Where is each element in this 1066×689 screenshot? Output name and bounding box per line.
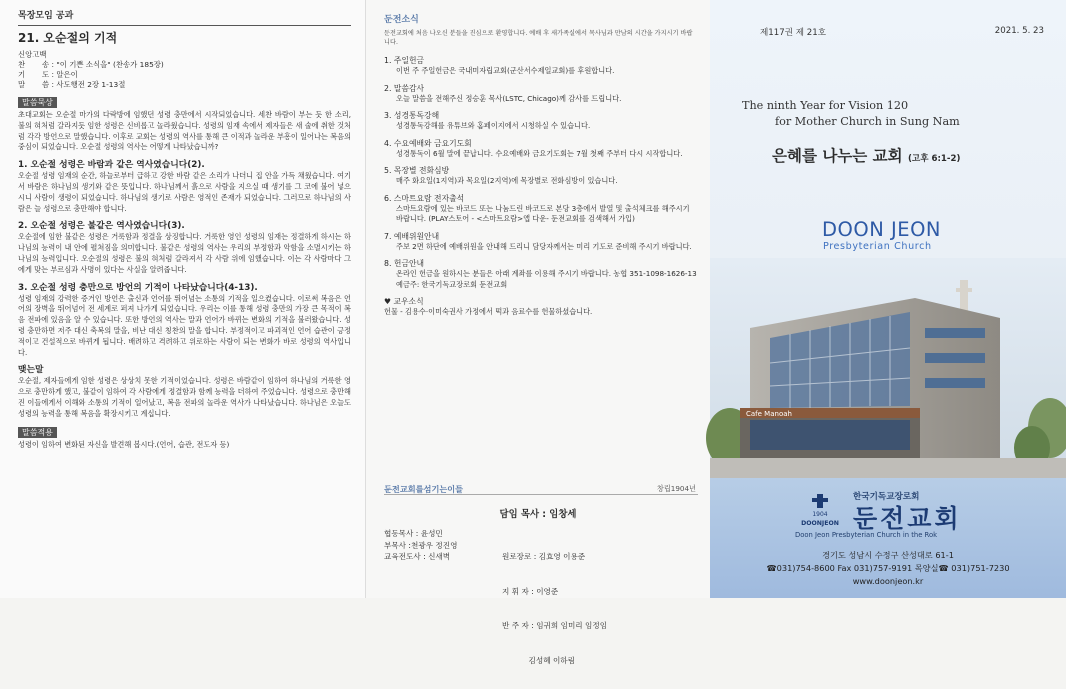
church-name-en: Doon Jeon Presbyterian Church in the Rok: [795, 531, 938, 539]
news-item: 7. 예배위원안내 주보 2면 하단에 예배위원을 안내해 드리니 담당자께서는 미리 기도로 준비해 주시기 바랍니다.: [384, 231, 692, 251]
meta-prayer: 기 도 : 알은이: [18, 70, 78, 79]
servants-heading: 둔전교회를섬기는이들: [384, 484, 464, 494]
news-item: 3. 성경통독강해 성경통독강해를 유튜브와 홈페이지에서 시청하실 수 있습니다.: [384, 111, 591, 130]
church-motto: 은혜를 나누는 교회 (고후 6:1-2): [772, 147, 961, 165]
denomination: 한국기독교장로회: [853, 492, 920, 502]
news-item: 4. 수요예배와 금요기도회 성경통독이 6월 말에 끝납니다. 수요예배와 금요기도회는 7월 첫째 주부터 다시 시작합니다.: [384, 138, 683, 158]
meta-hymn: 찬 송 : "이 기쁜 소식을" (찬송가 185장): [18, 60, 164, 69]
cover-panel: [710, 0, 1066, 598]
point-1-heading: 1. 오순절 성령은 바람과 같은 역사였습니다(2).: [18, 160, 205, 171]
point-1-text: 오순절 성령 임재의 순간, 하늘로부터 급하고 강한 바람 같은 소리가 나더니 집 안을 가득 채웠습니다. 여기서 바람은 하나님의 생기와 같은 뜻입니다. 하나님께서 흙으로 사람을 지으실 때 생기를 그 코에 불어 넣으시니 사람이 생령이 되었습니다. 하나님의 생기로 사람은 영적인 존재가 되었습니다. 그러므로 하나님의 사람은 늘 성령으로 충만해야 합니다.: [18, 171, 351, 213]
staff-list-left: 협동목사 : 윤성민 부목사 :천광우 정진영 교육전도사 : 신새벽: [384, 529, 458, 561]
member-news: ♥ 교우소식 헌물 - 김용수·이미숙권사 가정에서 떡과 음료수를 헌물하셨습니다.: [384, 297, 593, 316]
intro-text: 초대교회는 오순절 마가의 다락방에 임했던 성령 충만에서 시작되었습니다. 세찬 바람이 부는 듯 한 소리, 불의 혀처럼 갈라지듯 임한 성령은 신비롭고 놀라웠습니다. 성령의 임재 속에서 제자들은 새 술에 취한 것처럼 각각 방언으로 말했습니다. 이후로 교회는 성령의 역사를 통해 큰 이적과 놀라운 부흥이 일어나는 복음의 중심이 되었습니다. 오순절 성령의 역사는 어떻게 나타났습니까?: [18, 110, 351, 152]
divider: [18, 25, 351, 26]
news-title: 둔전소식: [384, 15, 419, 25]
volume-number: 제117권 제 21호: [760, 28, 827, 38]
vision-statement: The ninth Year for Vision 120 for Mother Church in Sung Nam: [742, 99, 960, 128]
label-application: 말씀적용: [18, 427, 57, 438]
phone-numbers: ☎031)754-8600 Fax 031)757-9191 목양실☎ 031)751-7230: [766, 563, 1010, 573]
founded-year: 창립1904년: [656, 484, 696, 493]
staff-list-right: 원로장로 : 김효영 이용준 지 휘 자 : 이영준 반 주 자 : 임귀희 임미리 임정임 김성혜 이하림: [502, 552, 608, 665]
lesson-title: 21. 오순절의 기적: [18, 31, 118, 45]
point-2-text: 오순절에 임한 불같은 성령은 거룩함과 정결을 상징합니다. 거룩한 영인 성령의 임재는 정결하게 하시는 하나님의 능력이 내 안에 펼쳐짐을 의미합니다. 불같은 성령의 역사는 우리의 부정함과 악함을 소멸시키는 하나님의 능력입니다. 오순절의 성령은 불의 혀처럼 갈라져서 각 사람 위에 임했습니다. 이는 각 사람마다 그에게 맞는 부르심과 사명이 있다는 사실을 알려줍니다.: [18, 232, 351, 274]
svg-text:DOONJEON: DOONJEON: [801, 520, 839, 527]
lesson-panel: [0, 0, 365, 598]
news-item: 1. 주일헌금 이번 주 주일헌금은 국내미자립교회(군산서수제일교회)를 후원합니다.: [384, 56, 615, 75]
church-building-image: [710, 258, 1066, 488]
website-link[interactable]: www.doonjeon.kr: [852, 576, 924, 586]
divider: [384, 494, 698, 495]
point-3-heading: 3. 오순절 성령 충만으로 방언의 기적이 나타났습니다(4-13).: [18, 282, 258, 293]
meta-scripture: 말 씀 : 사도행전 2장 1-13절: [18, 80, 126, 89]
point-2-heading: 2. 오순절 성령은 불같은 역사였습니다(3).: [18, 221, 185, 232]
news-item: 8. 헌금안내 온라인 헌금을 원하시는 분들은 아래 계좌를 이용해 주시기 바랍니다. 농협 351-1098-1626-13 예금주: 한국기독교장로회 둔전교회: [384, 259, 697, 289]
point-3-text: 성령 임재의 강력한 증거인 방언은 출신과 언어를 뛰어넘는 소통의 기적을 일으켰습니다. 이로써 복음은 언어의 장벽을 뛰어넘어 전 세계로 퍼져 나가게 되었습니다. 우리는 이를 통해 성령 충만의 가장 큰 목적이 복음 전파에 있음을 알 수 있습니다. 또한 방언의 역사는 말과 언어가 바뀌는 변화의 기적을 불러왔습니다. 성령 충만하면 저주 대신 축복의 말을, 비난 대신 칭찬의 말을 합니다. 부정적이고 파괴적인 언어 습관이 긍정적이고 건설적으로 바뀌게 됩니다. 배려하고 격려하고 위로하는 사람이 되는 변화가 바로 성령의 역사입니다.: [18, 293, 351, 357]
label-meditation: 말씀묵상: [18, 97, 57, 108]
news-intro: 둔전교회에 처음 나오신 분들을 진심으로 환영합니다. 예배 후 새가족실에서 목사님과 만남의 시간을 가지시기 바랍니다.: [384, 30, 693, 46]
brand-name-en: DOON JEON: [822, 218, 942, 241]
news-item: 2. 말씀감사 오늘 말씀을 전해주신 정승훈 목사(LSTC, Chicago)께 감사를 드립니다.: [384, 83, 622, 103]
closing-heading: 맺는말: [18, 365, 44, 376]
church-logo-icon: [793, 492, 847, 528]
application-text: 성령이 임하여 변화된 자신을 발견해 봅시다.(언어, 습관, 전도자 등): [18, 439, 230, 449]
news-item: 5. 목장별 전화심방 매주 화요일(1지역)과 목요일(2지역)에 목장별로 전화심방이 있습니다.: [384, 166, 618, 185]
svg-text:1904: 1904: [812, 511, 828, 518]
church-name-ko: 둔전교회: [853, 504, 962, 533]
closing-text: 오순절, 제자들에게 임한 성령은 상상치 못한 기적이었습니다. 성령은 바람같이 임하여 하나님의 거룩한 영으로 충만하게 했고, 불같이 임하여 각 사람에게 정결함과 함께 능력을 더하여 주었습니다. 성령으로 충만해진 이들에게서 이해와 소통의 기적이 일어났고, 복음 전파의 놀라운 역사가 나타났습니다. 하나님은 오늘도 성령의 능력을 통해 복음을 확장시키고 계십니다.: [18, 376, 351, 418]
brand-subtitle: Presbyterian Church: [823, 241, 932, 252]
news-item: 6. 스마트요람 전자출석 스마트요람에 있는 바코드 또는 나눔드린 바코드로 본당 3층에서 발열 및 출석체크를 해주시기 바랍니다. (PLAY스토어 - <스마트요람>앱 다운- 둔전교회를 검색해서 가입): [384, 193, 690, 223]
cafe-sign: Cafe Manoah: [746, 410, 792, 418]
address: 경기도 성남시 수정구 산성대로 61-1: [822, 550, 954, 560]
section-heading: 목장모임 공과: [18, 11, 74, 21]
news-panel: [365, 0, 710, 665]
meta-confession: 신앙고백: [18, 50, 47, 59]
issue-date: 2021. 5. 23: [994, 26, 1044, 36]
senior-pastor: 담임 목사 : 임창세: [499, 509, 577, 520]
